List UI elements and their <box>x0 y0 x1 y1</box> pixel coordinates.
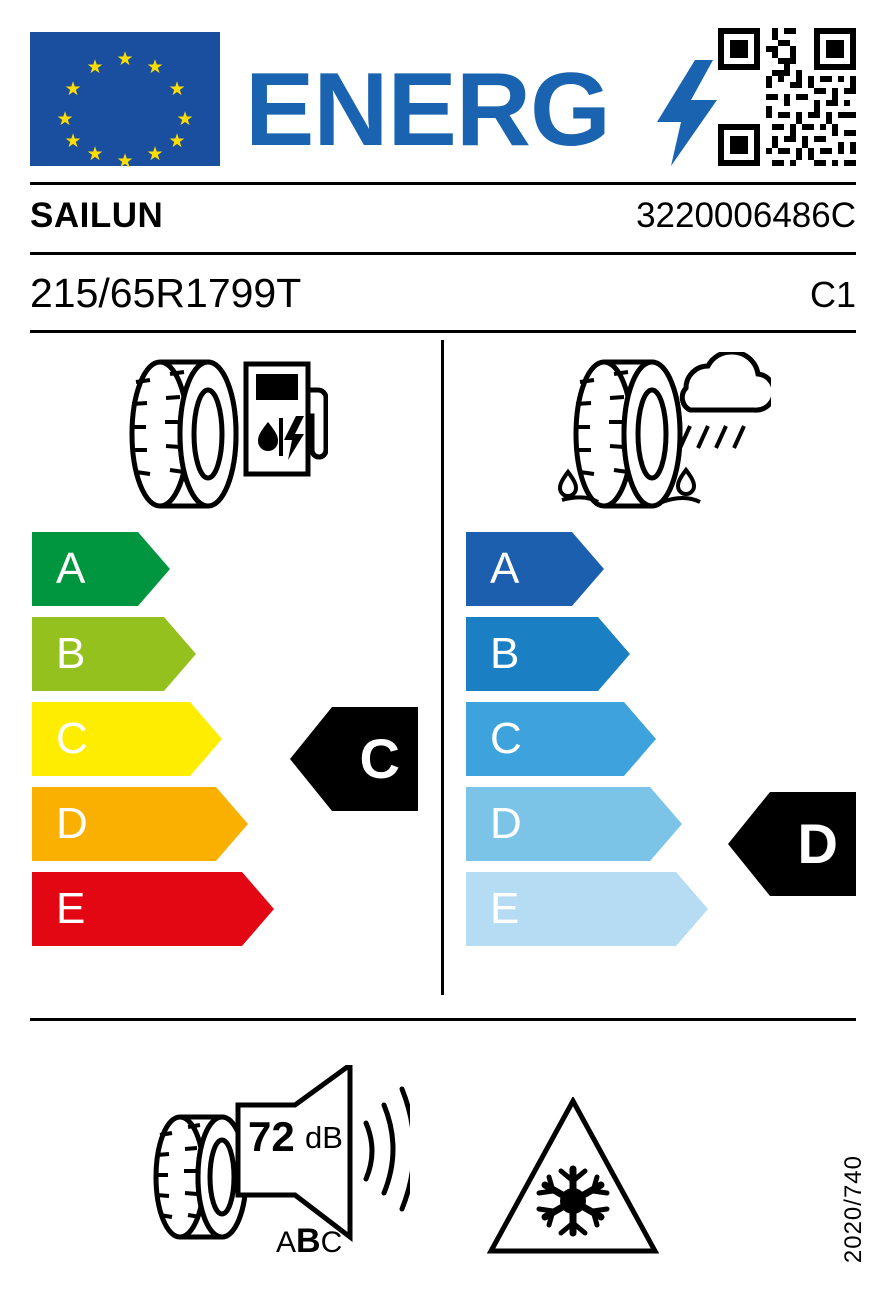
grade-letter: E <box>490 884 520 933</box>
noise-class-a: A <box>276 1226 297 1259</box>
fuel-selected-grade: C <box>359 727 400 790</box>
grade-row <box>466 872 706 946</box>
noise-unit: dB <box>305 1120 343 1155</box>
tyre-size: 215/65R1799T <box>30 270 302 316</box>
grade-arrow-a <box>466 532 604 606</box>
wet-selected-grade: D <box>797 812 838 875</box>
wet-selected-marker <box>728 792 856 896</box>
three-peak-mountain-snowflake-icon <box>487 1097 659 1257</box>
fuel-pump-tyre-icon <box>118 352 328 517</box>
grade-letter: A <box>490 544 520 593</box>
fuel-selected-marker <box>290 707 418 811</box>
grade-row <box>466 532 706 606</box>
rain-cloud-tyre-icon <box>556 352 771 517</box>
grade-row <box>32 787 272 861</box>
divider-brand <box>30 252 856 255</box>
noise-class-b-selected: B <box>296 1222 321 1260</box>
type-code: 3220006486C <box>636 196 856 235</box>
grade-letter: B <box>56 629 86 678</box>
grade-letter: B <box>490 629 520 678</box>
grade-letter: C <box>56 714 88 763</box>
grade-row <box>32 617 272 691</box>
grade-row <box>466 787 706 861</box>
grade-letter: D <box>56 799 88 848</box>
grade-row <box>32 702 272 776</box>
grade-arrow-a <box>32 532 170 606</box>
divider-vertical <box>441 340 444 995</box>
noise-class-scale <box>276 1222 342 1261</box>
brand-name: SAILUN <box>30 196 164 235</box>
grade-row <box>32 532 272 606</box>
eu-flag-icon: ★ ★ ★ ★ ★ ★ ★ ★ ★ ★ ★ ★ <box>30 32 220 166</box>
lightning-bolt-icon <box>657 60 717 166</box>
grade-row <box>466 617 706 691</box>
divider-bottom <box>30 1018 856 1021</box>
grade-row <box>466 702 706 776</box>
tyre-class: C1 <box>809 274 856 315</box>
regulation-code: 2020/740 <box>840 1154 867 1263</box>
noise-value: 72 <box>248 1113 295 1160</box>
divider-header <box>30 182 856 185</box>
wet-grip-scale <box>466 532 706 957</box>
energy-wordmark: ENERG <box>245 52 610 168</box>
qr-code-icon <box>718 28 856 166</box>
grade-letter: D <box>490 799 522 848</box>
divider-size <box>30 330 856 333</box>
fuel-efficiency-scale <box>32 532 272 957</box>
grade-letter: E <box>56 884 86 933</box>
grade-row <box>32 872 272 946</box>
grade-letter: A <box>56 544 86 593</box>
noise-class-c: C <box>320 1226 343 1259</box>
grade-letter: C <box>490 714 522 763</box>
label-header <box>30 28 856 170</box>
